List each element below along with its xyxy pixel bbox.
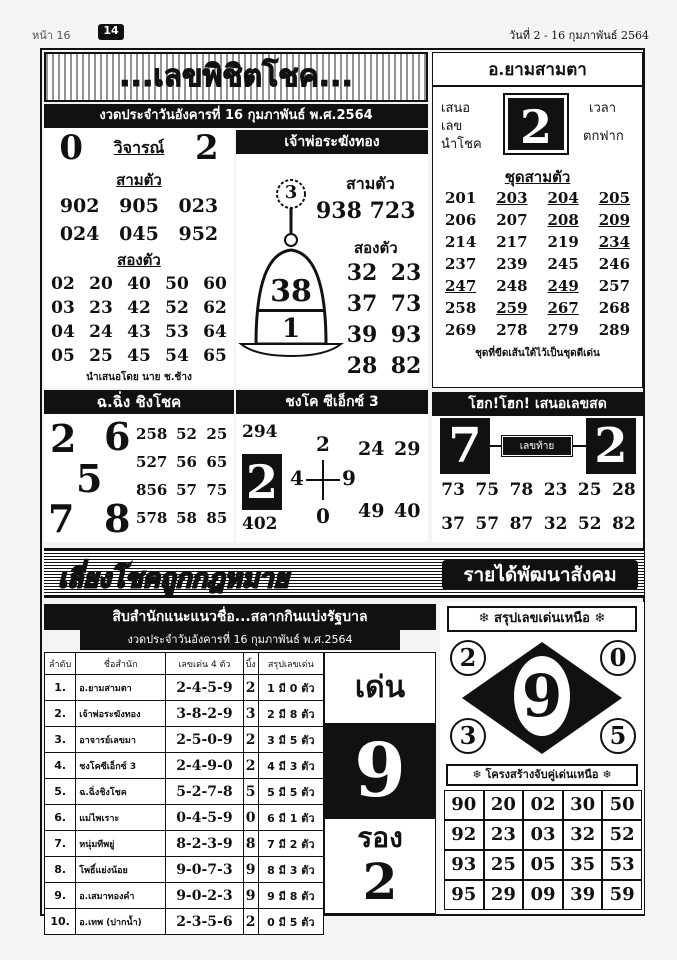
ching-big-0: 2 (50, 416, 77, 461)
header-date: วันที่ 2 - 16 กุมภาพันธ์ 2564 (509, 29, 649, 42)
list-item: 64 (203, 322, 227, 342)
chongko-top-left: 294 (242, 422, 278, 442)
list-item: 28 (612, 480, 636, 500)
table-cell: 2 (243, 675, 258, 701)
list-item: 245 (547, 255, 579, 273)
list-item: 92 (444, 820, 484, 850)
list-item: 62 (203, 298, 227, 318)
list-item: 87 (509, 514, 534, 534)
table-row (45, 753, 324, 779)
snowflake-icon: ❄ (594, 611, 606, 626)
table-header: ลำดับ (45, 653, 76, 675)
table-cell: เจ้าพ่อระฆังทอง (76, 701, 166, 727)
ching-panel (44, 414, 234, 542)
list-item: 203 (496, 189, 528, 207)
list-item: 206 (444, 211, 477, 229)
list-item: 02 (523, 790, 563, 820)
table-cell: 2-4-5-9 (166, 675, 244, 701)
list-item: 279 (547, 321, 579, 339)
list-item: 289 (598, 321, 631, 339)
hok-row-2 (436, 514, 641, 534)
list-item: 29 (484, 880, 524, 910)
list-item: 39 (563, 880, 603, 910)
chongko-cross-top: 2 (316, 432, 330, 456)
list-item: 267 (547, 299, 579, 317)
list-item: 43 (127, 322, 151, 342)
list-item: 82 (390, 353, 422, 379)
chongko-r4: 40 (394, 500, 421, 522)
list-item: 952 (178, 223, 219, 245)
table-cell: อ.ยามสามตา (76, 675, 166, 701)
chaopor-two-grid (340, 258, 428, 382)
list-item: 25 (484, 850, 524, 880)
list-item: 52 (165, 298, 189, 318)
list-item: 73 (390, 291, 422, 317)
list-item: 023 (178, 195, 219, 217)
yam-panel (432, 52, 643, 388)
chongko-cross-left: 4 (290, 466, 304, 490)
pair-grid (444, 790, 642, 910)
list-item: 52 (577, 514, 602, 534)
list-item-value: 25 (206, 425, 228, 443)
ching-big-1: 6 (104, 414, 131, 459)
table-cell: 8 มี 3 ตัว (258, 857, 323, 883)
table-cell: อ.เสมาทองคำ (76, 883, 166, 909)
main-title-text: ...เลขพิชิตโชค... (46, 54, 426, 100)
table-cell: 2-5-0-9 (166, 727, 244, 753)
list-item: 32 (563, 820, 603, 850)
list-item: 024 (59, 223, 100, 245)
bell-mid-number: 38 (258, 274, 324, 312)
ching-title: ฉ.ฉิ่ง ชิงโชค (44, 390, 234, 414)
table-cell: 2. (45, 701, 76, 727)
table-cell: 9 มี 8 ตัว (258, 883, 323, 909)
list-item: 52 (602, 820, 642, 850)
ching-big-3: 7 (48, 496, 75, 541)
list-item: 259 (496, 299, 528, 317)
table-cell: 5 มี 5 ตัว (258, 779, 323, 805)
cross-icon (306, 460, 340, 500)
hok-mid-label: เลขท้าย (502, 436, 572, 456)
table-header: เลขเด่น 4 ตัว (166, 653, 244, 675)
list-item (132, 476, 232, 504)
list-item: 93 (444, 850, 484, 880)
list-item: 23 (390, 260, 422, 286)
page-header-label: หน้า 16 (32, 29, 71, 42)
table-cell: 0 มี 5 ตัว (258, 909, 323, 935)
list-item: 82 (612, 514, 636, 534)
yam-left-3: นำโชค (441, 137, 482, 152)
summary-table-wrap (44, 652, 324, 935)
list-item: 65 (203, 346, 227, 366)
hok-title: โฮก!โฮก! เสนอเลขสด (432, 392, 643, 416)
pair-title (446, 764, 638, 786)
wiharn-two-label: สองตัว (117, 251, 161, 269)
table-cell: 9 (243, 883, 258, 909)
yam-note: ชุดที่ขีดเส้นใต้ไว้เป็นชุดตีเด่น (475, 348, 600, 359)
list-item-value: 578 (136, 509, 168, 527)
list-item: 269 (444, 321, 477, 339)
list-item: 59 (602, 880, 642, 910)
list-item: 37 (441, 514, 465, 534)
chongko-big: 2 (242, 454, 282, 510)
conclusion-tl: 2 (450, 640, 486, 676)
list-item: 268 (598, 299, 631, 317)
table-cell: 8 (243, 831, 258, 857)
list-item: 25 (89, 346, 113, 366)
table-cell: 2-4-9-0 (166, 753, 244, 779)
yam-left-2: เลข (441, 119, 463, 134)
list-item: 30 (563, 790, 603, 820)
yam-right-1: เวลา (589, 101, 617, 116)
list-item-value: 258 (136, 425, 168, 443)
table-cell: แม่ไพเราะ (76, 805, 166, 831)
chaopor-three-label: สามตัว (346, 174, 395, 193)
table-cell: 1 มี 0 ตัว (258, 675, 323, 701)
table-cell: 0 (243, 805, 258, 831)
table-header: สรุปเลขเด่น (258, 653, 323, 675)
table-cell: 8. (45, 857, 76, 883)
list-item: 257 (598, 277, 631, 295)
list-item: 78 (509, 480, 534, 500)
list-item-value: 85 (206, 509, 228, 527)
conclusion-tr: 0 (600, 640, 636, 676)
list-item: 247 (444, 277, 477, 295)
table-cell: 0-4-5-9 (166, 805, 244, 831)
wiharn-digit-left: 0 (59, 128, 83, 168)
chaopor-two-label: สองตัว (354, 239, 398, 257)
list-item: 37 (346, 291, 378, 317)
table-row (45, 831, 324, 857)
conclusion-bl: 3 (450, 718, 486, 754)
conclusion-center: 9 (514, 656, 570, 736)
wiharn-panel (44, 128, 234, 388)
table-cell: โพธิ์แย่งน้อย (76, 857, 166, 883)
list-item: 20 (89, 274, 113, 294)
rong-label: รอง (357, 821, 403, 854)
table-cell: 5 (243, 779, 258, 805)
den-digit: 9 (325, 723, 435, 819)
yam-set-grid (435, 187, 640, 341)
list-item: 73 (441, 480, 465, 500)
table-row (45, 883, 324, 909)
bell-bot-digit: 1 (281, 314, 301, 344)
list-item: 50 (165, 274, 189, 294)
list-item: 045 (119, 223, 159, 245)
list-item: 258 (444, 299, 477, 317)
chongko-cross-bot: 0 (316, 504, 330, 528)
list-item: 248 (496, 277, 528, 295)
list-item: 42 (127, 298, 151, 318)
yam-set-label: ชุดสามตัว (504, 168, 571, 186)
list-item: 75 (475, 480, 500, 500)
list-item-value: 527 (136, 453, 168, 471)
table-row (45, 701, 324, 727)
table-cell: 9. (45, 883, 76, 909)
yam-digit: 2 (505, 95, 567, 153)
snowflake-icon: ❄ (478, 611, 490, 626)
list-item-value: 56 (176, 453, 197, 471)
table-cell: 5-2-7-8 (166, 779, 244, 805)
list-item: 04 (51, 322, 75, 342)
list-item: 39 (346, 322, 378, 348)
list-item: 23 (543, 480, 568, 500)
wiharn-credit: นำเสนอโดย นาย ช.ช้าง (86, 372, 192, 383)
den-label: เด่น (354, 670, 406, 705)
table-cell: 2 (243, 753, 258, 779)
list-item: 217 (496, 233, 528, 251)
list-item: 54 (165, 346, 189, 366)
wiharn-three-label: สามตัว (116, 171, 162, 189)
list-item: 02 (51, 274, 75, 294)
list-item: 93 (390, 322, 422, 348)
snowflake-icon: ❄ (602, 768, 612, 781)
wiharn-digit-right: 2 (195, 128, 219, 168)
table-cell: 4. (45, 753, 76, 779)
list-item: 278 (496, 321, 528, 339)
pair-title-text: โครงสร้างจับคู่เด่นเหนือ (485, 768, 599, 781)
hok-right: 2 (586, 418, 636, 474)
list-item: 219 (547, 233, 579, 251)
list-item: 24 (89, 322, 113, 342)
table-cell: 3. (45, 727, 76, 753)
table-cell: 3 มี 5 ตัว (258, 727, 323, 753)
ching-big-2: 5 (76, 456, 103, 501)
table-cell: 8-2-3-9 (166, 831, 244, 857)
table-cell: 9 (243, 857, 258, 883)
table-cell: 9-0-7-3 (166, 857, 244, 883)
main-title (44, 52, 428, 102)
chongko-title: ชงโค ซีเอ็กซ์ 3 (236, 390, 428, 414)
list-item: 40 (127, 274, 151, 294)
chongko-r1: 24 (358, 438, 385, 460)
hok-row-1 (436, 480, 641, 500)
conclusion-panel (440, 602, 644, 914)
list-item: 35 (563, 850, 603, 880)
list-item: 204 (547, 189, 579, 207)
list-item: 45 (127, 346, 151, 366)
yam-left-1: เสนอ (441, 101, 471, 116)
list-item: 208 (547, 211, 579, 229)
wiharn-two-grid (44, 272, 234, 368)
list-item: 09 (523, 880, 563, 910)
list-item: 25 (577, 480, 602, 500)
list-item: 201 (444, 189, 477, 207)
hok-left: 7 (440, 418, 490, 474)
list-item-value: 65 (206, 453, 228, 471)
den-box (324, 652, 436, 914)
table-cell: ฉ.ฉิ่งชิงโชค (76, 779, 166, 805)
list-item: 20 (484, 790, 524, 820)
list-item-value: 75 (206, 481, 228, 499)
list-item: 50 (602, 790, 642, 820)
ching-big-4: 8 (104, 496, 131, 541)
list-item: 902 (59, 195, 100, 217)
yam-right-2: ตกฟาก (583, 129, 624, 144)
wiharn-three-grid (44, 192, 234, 248)
list-item: 90 (444, 790, 484, 820)
list-item-value: 58 (176, 509, 197, 527)
table-cell: 9-0-2-3 (166, 883, 244, 909)
table-cell: 3 (243, 701, 258, 727)
table-cell: 6. (45, 805, 76, 831)
banner-left: เลี่ยงโชคถูกกฎหมาย (58, 564, 289, 594)
table-cell: 7. (45, 831, 76, 857)
chongko-cross-right: 9 (342, 466, 356, 490)
list-item: 237 (444, 255, 477, 273)
conclusion-title-text: สรุปเลขเด่นเหนือ (494, 611, 590, 626)
chongko-bot-left: 402 (242, 514, 278, 534)
summary-table (44, 652, 324, 935)
draw-date: งวดประจำวันอังคารที่ 16 กุมภาพันธ์ พ.ศ.2564 (44, 104, 428, 128)
chaopor-title: เจ้าพ่อระฆังทอง (236, 130, 428, 154)
banner-right: รายได้พัฒนาสังคม (442, 560, 638, 590)
table-cell: 6 มี 1 ตัว (258, 805, 323, 831)
table-cell: 5. (45, 779, 76, 805)
banner (44, 548, 644, 598)
summary-date: งวดประจำวันอังคารที่ 16 กุมภาพันธ์ พ.ศ.2564 (80, 630, 400, 650)
table-cell: หนุ่มทีพยู่ (76, 831, 166, 857)
chaopor-three-num: 938 723 (316, 198, 416, 224)
chaopor-panel (236, 154, 428, 388)
table-cell: อ.เทพ (ปากน้ำ) (76, 909, 166, 935)
table-row (45, 727, 324, 753)
list-item: 32 (543, 514, 568, 534)
table-cell: 7 มี 2 ตัว (258, 831, 323, 857)
list-item: 23 (89, 298, 113, 318)
rong-digit: 2 (362, 852, 398, 911)
list-item: 234 (598, 233, 631, 251)
snowflake-icon: ❄ (472, 768, 482, 781)
list-item: 05 (51, 346, 75, 366)
yam-title: อ.ยามสามตา (433, 53, 642, 87)
table-cell: อาจารย์เลขมา (76, 727, 166, 753)
table-header: ชื่อสำนัก (76, 653, 166, 675)
list-item: 03 (51, 298, 75, 318)
list-item: 905 (119, 195, 159, 217)
ching-rows (132, 420, 232, 532)
table-row (45, 857, 324, 883)
table-cell: ชงโคซีเอ็กซ์ 3 (76, 753, 166, 779)
list-item: 207 (496, 211, 528, 229)
list-item-value: 57 (176, 481, 197, 499)
list-item: 209 (598, 211, 631, 229)
list-item: 03 (523, 820, 563, 850)
list-item: 28 (346, 353, 378, 379)
list-item: 60 (203, 274, 227, 294)
list-item-value: 52 (176, 425, 197, 443)
list-item: 249 (547, 277, 579, 295)
list-item: 239 (496, 255, 528, 273)
chongko-panel (236, 414, 428, 542)
table-cell: 2 มี 8 ตัว (258, 701, 323, 727)
table-cell: 1. (45, 675, 76, 701)
bell-top-digit: 3 (284, 182, 298, 203)
list-item: 53 (602, 850, 642, 880)
table-row (45, 805, 324, 831)
wiharn-label: วิจารณ์ (113, 137, 165, 157)
table-row (45, 909, 324, 935)
list-item: 53 (165, 322, 189, 342)
chongko-r3: 49 (358, 500, 385, 522)
list-item (132, 504, 232, 532)
table-cell: 10. (45, 909, 76, 935)
table-row (45, 779, 324, 805)
list-item: 23 (484, 820, 524, 850)
list-item: 05 (523, 850, 563, 880)
table-row (45, 675, 324, 701)
list-item (132, 420, 232, 448)
table-cell: 3-8-2-9 (166, 701, 244, 727)
list-item: 32 (346, 260, 378, 286)
list-item: 214 (444, 233, 477, 251)
conclusion-br: 5 (600, 718, 636, 754)
conclusion-title (447, 606, 637, 632)
list-item: 246 (598, 255, 631, 273)
list-item (132, 448, 232, 476)
table-header: บิ้ง (243, 653, 258, 675)
list-item: 57 (475, 514, 500, 534)
table-cell: 4 มี 3 ตัว (258, 753, 323, 779)
table-cell: 2 (243, 727, 258, 753)
summary-title: สิบสำนักแนะแนวชื่อ...สลากกินแบ่งรัฐบาล (44, 604, 436, 630)
list-item: 95 (444, 880, 484, 910)
table-cell: 2-3-5-6 (166, 909, 244, 935)
page-number-badge: 14 (98, 24, 124, 40)
list-item: 205 (598, 189, 631, 207)
list-item-value: 856 (136, 481, 168, 499)
hok-panel (432, 416, 643, 542)
table-cell: 2 (243, 909, 258, 935)
chongko-r2: 29 (394, 438, 421, 460)
